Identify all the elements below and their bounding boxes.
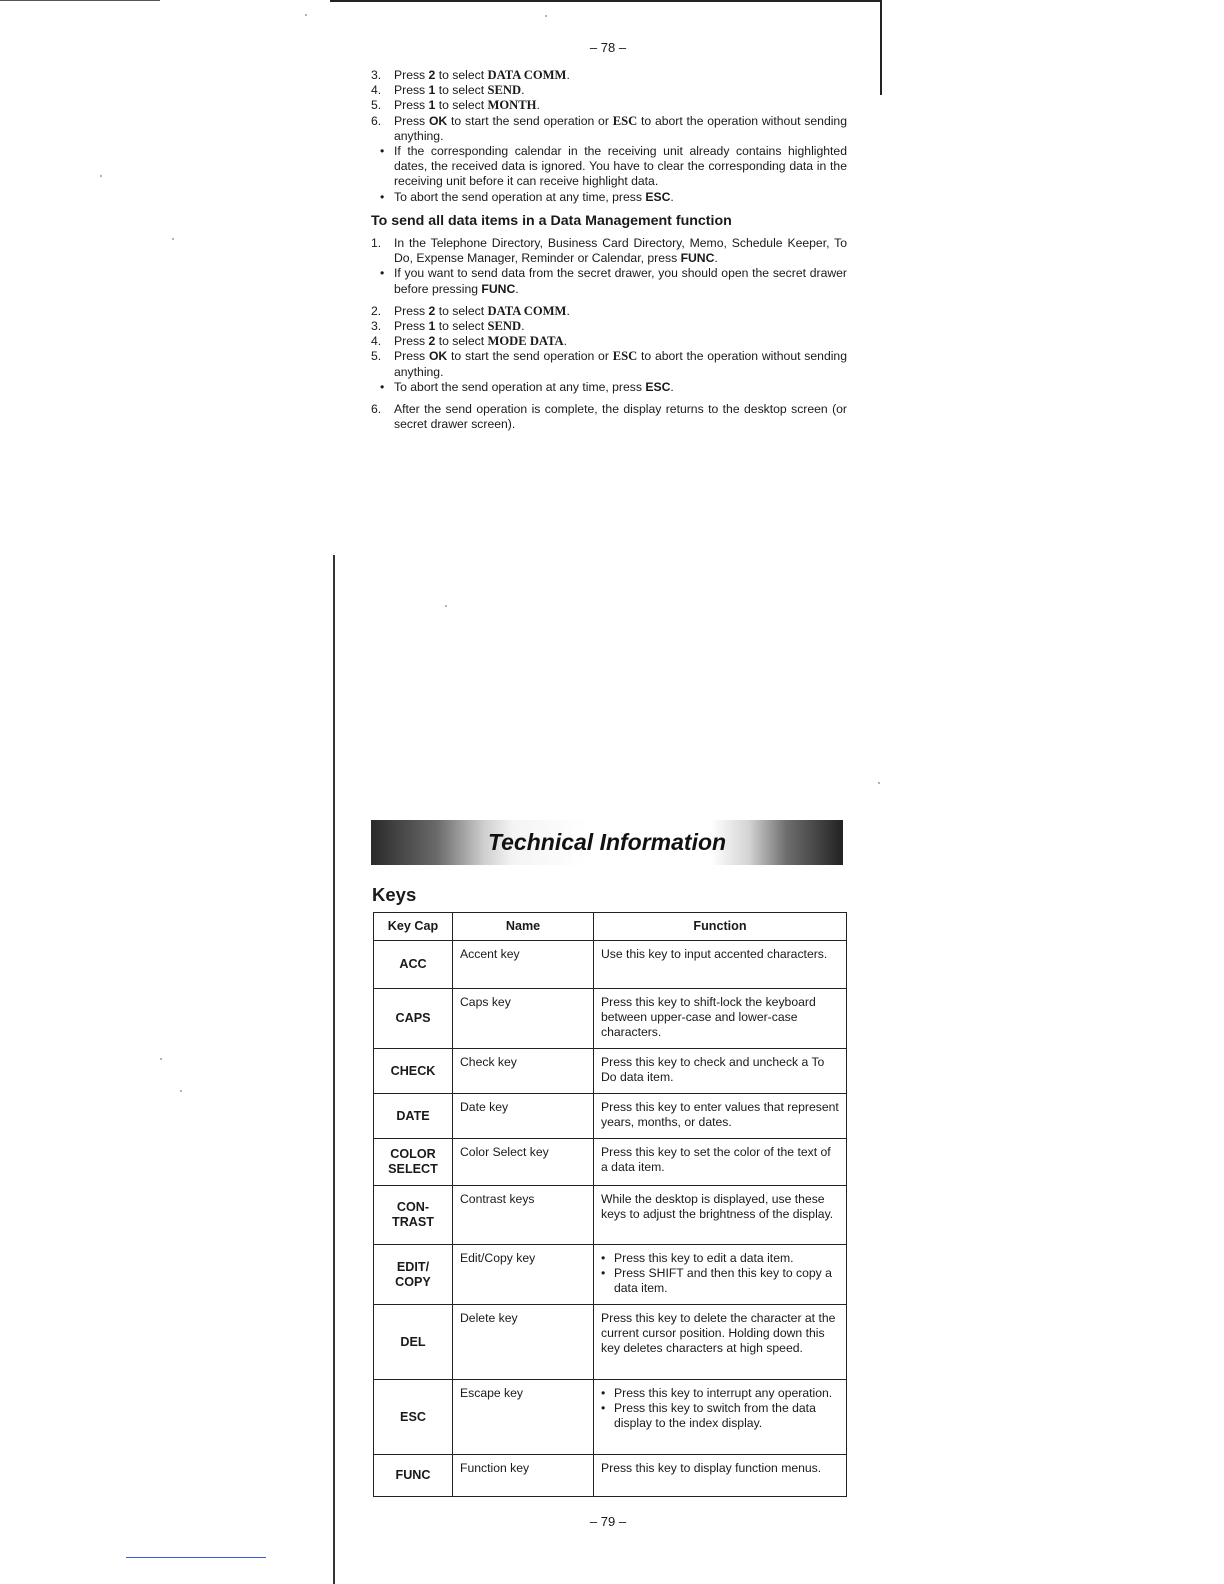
scan-speck bbox=[878, 782, 880, 784]
key-name: OK bbox=[428, 113, 448, 128]
scan-speck bbox=[545, 15, 547, 17]
function-text: While the desktop is displayed, use these keys to adjust the brightness of the display. bbox=[601, 1192, 834, 1221]
top-border-line bbox=[330, 0, 882, 2]
key-name: Check key bbox=[453, 1049, 594, 1094]
key-cap: CAPS bbox=[374, 989, 453, 1049]
key-cap: EDIT/ COPY bbox=[374, 1245, 453, 1305]
table-header-row bbox=[374, 913, 847, 941]
step-item: 5. Press 1 to select MONTH. bbox=[371, 98, 540, 113]
key-name: 2 bbox=[428, 303, 436, 318]
page-number-top: – 78 – bbox=[589, 40, 627, 55]
key-cap: ESC bbox=[374, 1380, 453, 1455]
send-instructions bbox=[371, 68, 847, 432]
step-item: 3. Press 1 to select SEND. bbox=[371, 319, 525, 334]
function-text: Press this key to display function menus. bbox=[601, 1461, 822, 1475]
table-row bbox=[374, 1245, 847, 1305]
table-row bbox=[374, 989, 847, 1049]
key-name: Date key bbox=[453, 1094, 594, 1139]
table-row bbox=[374, 1305, 847, 1380]
step-item: 6. Press OK to start the send operation or ESC to abort the operation without sending anything. bbox=[371, 113, 847, 143]
key-name: Edit/Copy key bbox=[453, 1245, 594, 1305]
key-function bbox=[594, 1305, 847, 1380]
key-cap: DEL bbox=[374, 1305, 453, 1380]
key-name: OK bbox=[428, 349, 448, 364]
function-text: Press this key to set the color of the text of a data item. bbox=[601, 1145, 831, 1174]
menu-item-name: MODE DATA bbox=[487, 334, 564, 349]
step-item: 6. After the send operation is complete, the display returns to the desktop screen (or secret drawer screen). bbox=[371, 402, 847, 432]
key-name: Delete key bbox=[453, 1305, 594, 1380]
key-function bbox=[594, 1049, 847, 1094]
function-text: Use this key to input accented characters. bbox=[601, 947, 828, 961]
key-cap: COLOR SELECT bbox=[374, 1139, 453, 1186]
function-bullet: • Press SHIFT and then this key to copy a data item. bbox=[601, 1266, 832, 1295]
scan-speck bbox=[445, 605, 447, 607]
step-item: 1. In the Telephone Directory, Business Card Directory, Memo, Schedule Keeper, To Do, Expense Manager, Reminder or Calendar, press FUNC. bbox=[371, 236, 847, 266]
scan-speck bbox=[305, 14, 307, 16]
left-fold-line bbox=[333, 555, 335, 1584]
note-item: • To abort the send operation at any time, press ESC. bbox=[380, 189, 674, 204]
scan-speck bbox=[180, 1090, 182, 1092]
top-border-line bbox=[0, 0, 160, 1]
key-function bbox=[594, 1380, 847, 1455]
key-name: Contrast keys bbox=[453, 1186, 594, 1245]
menu-item-name: ESC bbox=[612, 349, 638, 364]
function-bullet: • Press this key to switch from the data display to the index display. bbox=[601, 1401, 816, 1430]
column-header: Function bbox=[594, 913, 847, 941]
menu-item-name: SEND bbox=[487, 319, 522, 334]
menu-item-name: ESC bbox=[612, 113, 638, 128]
banner-title: Technical Information bbox=[487, 829, 727, 855]
step-item: 4. Press 1 to select SEND. bbox=[371, 83, 525, 98]
menu-item-name: SEND bbox=[487, 83, 522, 98]
key-function bbox=[594, 1094, 847, 1139]
menu-item-name: DATA COMM bbox=[487, 303, 567, 318]
step-item: 3. Press 2 to select DATA COMM. bbox=[371, 68, 570, 82]
key-cap: FUNC bbox=[374, 1455, 453, 1497]
function-text: Press this key to check and uncheck a To Do data item. bbox=[601, 1055, 825, 1084]
key-function bbox=[594, 1186, 847, 1245]
technical-information-banner bbox=[371, 820, 843, 865]
key-function bbox=[594, 1245, 847, 1305]
step-item: 5. Press OK to start the send operation or ESC to abort the operation without sending anything. bbox=[371, 349, 847, 379]
scan-speck bbox=[160, 1058, 162, 1060]
key-function bbox=[594, 941, 847, 989]
table-row bbox=[374, 1186, 847, 1245]
scan-speck bbox=[172, 238, 174, 240]
key-name: Caps key bbox=[453, 989, 594, 1049]
key-name: Accent key bbox=[453, 941, 594, 989]
key-cap: CON-TRAST bbox=[374, 1186, 453, 1245]
key-cap: ACC bbox=[374, 941, 453, 989]
key-name: 2 bbox=[428, 334, 436, 349]
section-heading: To send all data items in a Data Management function bbox=[371, 212, 732, 229]
column-header: Name bbox=[453, 913, 594, 941]
key-name: Function key bbox=[453, 1455, 594, 1497]
key-cap: DATE bbox=[374, 1094, 453, 1139]
function-text: Press this key to delete the character at the current cursor position. Holding down this key deletes characters at high speed. bbox=[601, 1311, 836, 1355]
table-row bbox=[374, 1049, 847, 1094]
key-name: Escape key bbox=[453, 1380, 594, 1455]
key-name: Color Select key bbox=[453, 1139, 594, 1186]
table-row bbox=[374, 1380, 847, 1455]
scan-speck bbox=[100, 175, 102, 177]
function-bullet: • Press this key to interrupt any operation. bbox=[601, 1386, 833, 1400]
function-bullet: • Press this key to edit a data item. bbox=[601, 1251, 794, 1265]
key-name: 2 bbox=[428, 68, 436, 82]
table-row bbox=[374, 1139, 847, 1186]
note-item: • To abort the send operation at any time, press ESC. bbox=[380, 379, 674, 394]
step-item: 4. Press 2 to select MODE DATA. bbox=[371, 334, 568, 349]
bottom-left-line bbox=[126, 1557, 266, 1558]
column-header: Key Cap bbox=[374, 913, 453, 941]
menu-item-name: MONTH bbox=[487, 98, 537, 113]
note-item: • If you want to send data from the secret drawer, you should open the secret drawer before pressing FUNC. bbox=[380, 266, 847, 296]
key-cap: CHECK bbox=[374, 1049, 453, 1094]
function-text: Press this key to shift-lock the keyboard between upper-case and lower-case characters. bbox=[601, 995, 816, 1039]
key-function bbox=[594, 1139, 847, 1186]
key-name: 1 bbox=[428, 83, 436, 98]
key-function bbox=[594, 989, 847, 1049]
right-border-line bbox=[880, 0, 882, 95]
note-item: • If the corresponding calendar in the receiving unit already contains highlighted dates, the received data is ignored. You have to clear the corresponding data in the receiving unit before it can receive highlight data. bbox=[380, 144, 847, 189]
keys-table bbox=[373, 912, 847, 1497]
table-row bbox=[374, 1094, 847, 1139]
keys-heading: Keys bbox=[372, 884, 417, 905]
key-function bbox=[594, 1455, 847, 1497]
step-item: 2. Press 2 to select DATA COMM. bbox=[371, 303, 570, 318]
function-text: Press this key to enter values that represent years, months, or dates. bbox=[601, 1100, 839, 1129]
key-name: 1 bbox=[428, 98, 436, 113]
key-name: 1 bbox=[428, 319, 436, 334]
page-number-bottom: – 79 – bbox=[589, 1514, 627, 1529]
menu-item-name: DATA COMM bbox=[487, 68, 567, 82]
table-row bbox=[374, 941, 847, 989]
table-row bbox=[374, 1455, 847, 1497]
